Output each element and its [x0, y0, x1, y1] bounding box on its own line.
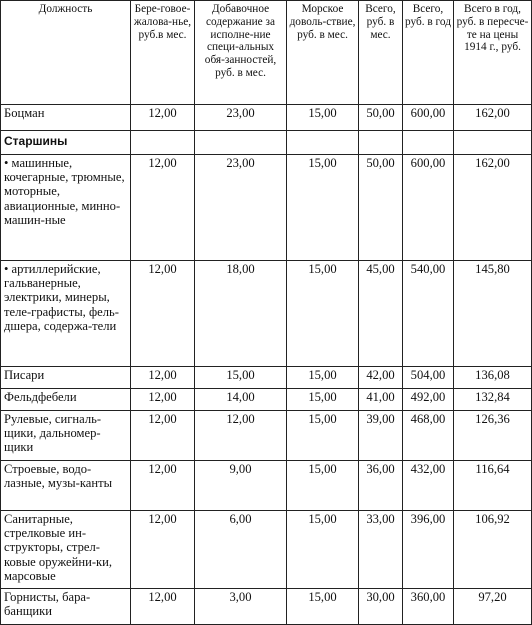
row-position: Горнисты, бара-банщики — [1, 589, 131, 625]
cell-1914: 97,20 — [454, 589, 532, 625]
cell-year: 540,00 — [403, 261, 454, 367]
cell-extra: 23,00 — [195, 155, 287, 261]
table-row — [1, 411, 532, 461]
header-position: Должность — [1, 1, 131, 105]
cell-1914: 126,36 — [454, 411, 532, 461]
header-extra-pay: Добавочное содержание за исполне-ние специ-альных обя-занностей, руб. в мес. — [195, 1, 287, 105]
row-position: • машинные, кочегарные, трюмные, моторные, авиационные, минно-машин-ные — [1, 155, 131, 261]
cell-sea: 15,00 — [287, 511, 359, 589]
cell-extra: 18,00 — [195, 261, 287, 367]
cell-year: 468,00 — [403, 411, 454, 461]
row-position: Боцман — [1, 105, 131, 131]
cell-sea: 15,00 — [287, 155, 359, 261]
cell-extra: 3,00 — [195, 589, 287, 625]
cell-coastal: 12,00 — [131, 389, 195, 411]
cell-extra: 23,00 — [195, 105, 287, 131]
cell-extra: 12,00 — [195, 411, 287, 461]
section-empty-cell — [131, 131, 195, 155]
cell-year: 492,00 — [403, 389, 454, 411]
cell-year: 396,00 — [403, 511, 454, 589]
cell-sea: 15,00 — [287, 411, 359, 461]
section-empty-cell — [287, 131, 359, 155]
section-title: Старшины — [1, 131, 131, 155]
section-empty-cell — [195, 131, 287, 155]
table-row — [1, 461, 532, 511]
cell-1914: 132,84 — [454, 389, 532, 411]
cell-coastal: 12,00 — [131, 367, 195, 389]
cell-year: 360,00 — [403, 589, 454, 625]
cell-month: 50,00 — [359, 155, 403, 261]
cell-coastal: 12,00 — [131, 511, 195, 589]
row-position: • артиллерийские, гальванерные, электрики, минеры, теле-графисты, фель-дшера, содержа-тели — [1, 261, 131, 367]
cell-1914: 116,64 — [454, 461, 532, 511]
cell-sea: 15,00 — [287, 589, 359, 625]
table-row — [1, 589, 532, 625]
section-row — [1, 131, 532, 155]
cell-month: 33,00 — [359, 511, 403, 589]
cell-sea: 15,00 — [287, 367, 359, 389]
cell-coastal: 12,00 — [131, 155, 195, 261]
row-position: Фельдфебели — [1, 389, 131, 411]
header-sea-allowance: Морское доволь-ствие, руб. в мес. — [287, 1, 359, 105]
table-row — [1, 261, 532, 367]
cell-1914: 162,00 — [454, 105, 532, 131]
cell-1914: 162,00 — [454, 155, 532, 261]
header-total-month: Всего, руб. в мес. — [359, 1, 403, 105]
section-empty-cell — [454, 131, 532, 155]
cell-extra: 15,00 — [195, 367, 287, 389]
table-row — [1, 155, 532, 261]
cell-coastal: 12,00 — [131, 589, 195, 625]
row-position: Рулевые, сигналь-щики, дальномер-щики — [1, 411, 131, 461]
row-position: Писари — [1, 367, 131, 389]
row-position: Строевые, водо-лазные, музы-канты — [1, 461, 131, 511]
header-total-1914: Всего в год, руб. в пересче-те на цены 1914 г., руб. — [454, 1, 532, 105]
table-row — [1, 367, 532, 389]
cell-month: 45,00 — [359, 261, 403, 367]
cell-month: 39,00 — [359, 411, 403, 461]
cell-extra: 9,00 — [195, 461, 287, 511]
cell-extra: 14,00 — [195, 389, 287, 411]
cell-month: 42,00 — [359, 367, 403, 389]
cell-coastal: 12,00 — [131, 261, 195, 367]
cell-sea: 15,00 — [287, 389, 359, 411]
table-row — [1, 389, 532, 411]
cell-1914: 145,80 — [454, 261, 532, 367]
cell-month: 50,00 — [359, 105, 403, 131]
cell-1914: 136,08 — [454, 367, 532, 389]
table-row — [1, 105, 532, 131]
cell-extra: 6,00 — [195, 511, 287, 589]
cell-year: 432,00 — [403, 461, 454, 511]
header-coastal-salary: Бере-говоежалова-нье, руб.в мес. — [131, 1, 195, 105]
cell-year: 600,00 — [403, 155, 454, 261]
cell-sea: 15,00 — [287, 105, 359, 131]
section-empty-cell — [359, 131, 403, 155]
header-total-year: Всего, руб. в год — [403, 1, 454, 105]
cell-sea: 15,00 — [287, 261, 359, 367]
header-row — [1, 1, 532, 105]
cell-year: 600,00 — [403, 105, 454, 131]
cell-coastal: 12,00 — [131, 411, 195, 461]
table-row — [1, 511, 532, 589]
section-empty-cell — [403, 131, 454, 155]
cell-coastal: 12,00 — [131, 105, 195, 131]
cell-year: 504,00 — [403, 367, 454, 389]
cell-month: 41,00 — [359, 389, 403, 411]
cell-1914: 106,92 — [454, 511, 532, 589]
cell-month: 36,00 — [359, 461, 403, 511]
cell-coastal: 12,00 — [131, 461, 195, 511]
cell-month: 30,00 — [359, 589, 403, 625]
row-position: Санитарные, стрелковые ин-структоры, стрел-ковые оружейни-ки, марсовые — [1, 511, 131, 589]
cell-sea: 15,00 — [287, 461, 359, 511]
